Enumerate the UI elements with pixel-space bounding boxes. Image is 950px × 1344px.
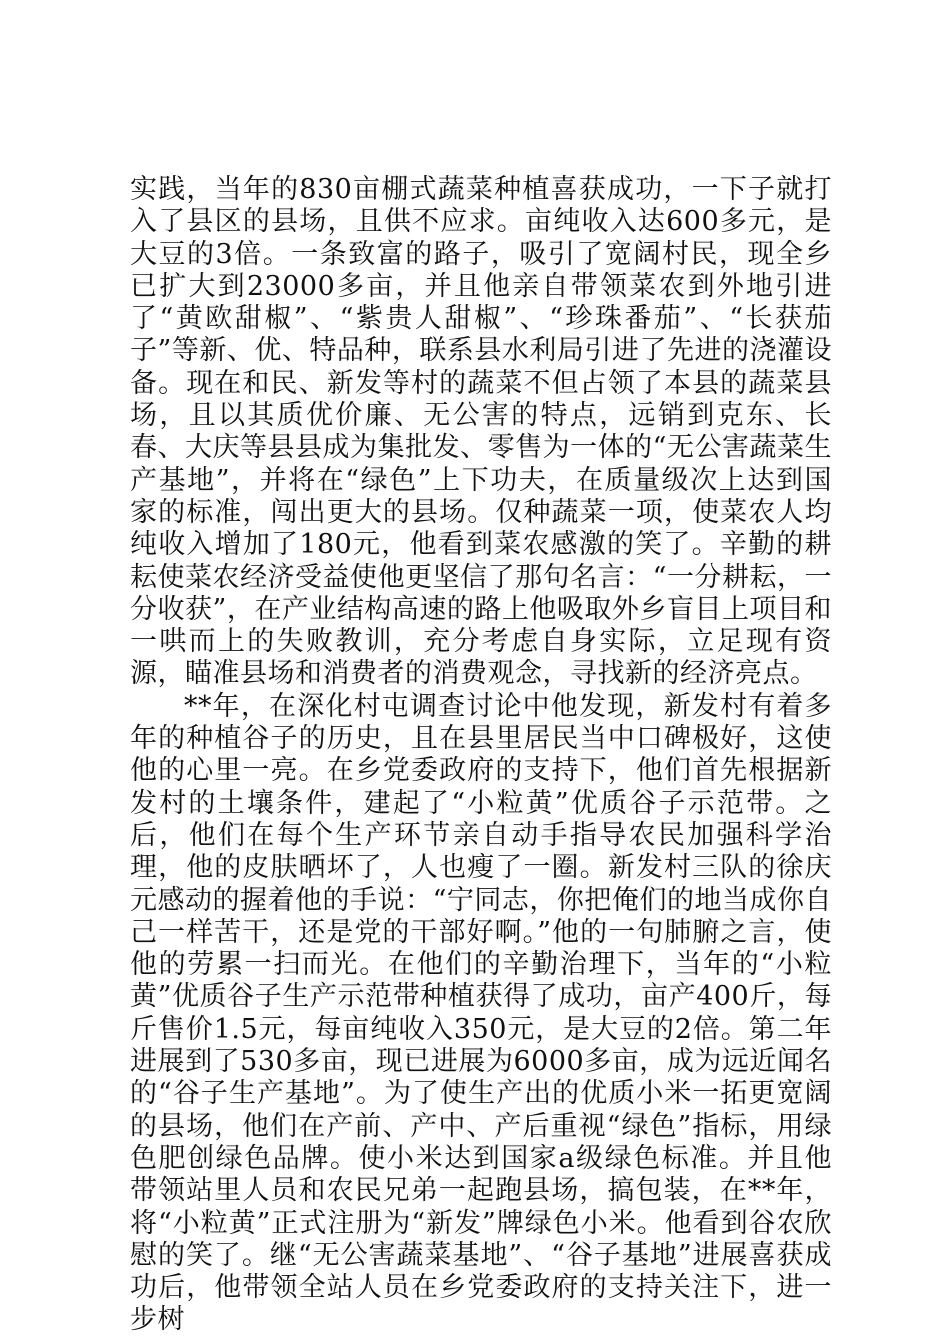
paragraph-millet-base: **年，在深化村屯调查讨论中他发现，新发村有着多年的种植谷子的历史，且在县里居民当中口碑极好，这使他的心里一亮。在乡党委政府的支持下，他们首先根据新发村的土壤条件，建起了“小粒黄”优质谷子示范带。之后，他们在每个生产环节亲自动手指导农民加强科学治理，他的皮肤晒坏了，人也瘦了一圈。新发村三队的徐庆元感动的握着他的手说：“宁同志，你把俺们的地当成你自己一样苦干，还是党的干部好啊。”他的一句肺腑之言，使他的劳累一扫而光。在他们的辛勤治理下，当年的“小粒黄”优质谷子生产示范带种植获得了成功，亩产400斤，每斤售价1.5元，每亩纯收入350元，是大豆的2倍。第二年进展到了530多亩，现已进展为6000多亩，成为远近闻名的“谷子生产基地”。为了使生产出的优质小米一拓更宽阔的县场，他们在产前、产中、产后重视“绿色”指标，用绿色肥创绿色品牌。使小米达到国家a级绿色标准。并且他带领站里人员和农民兄弟一起跑县场，搞包装，在**年，将“小粒黄”正式注册为“新发”牌绿色小米。他看到谷农欣慰的笑了。继“无公害蔬菜基地”、“谷子基地”进展喜获成功后，他带领全站人员在乡党委政府的支持关注下，进一步树: [130, 690, 832, 1336]
paragraph-vegetable-base: 实践，当年的830亩棚式蔬菜种植喜获成功，一下子就打入了县区的县场，且供不应求。亩纯收入达600多元，是大豆的3倍。一条致富的路子，吸引了宽阔村民，现全乡已扩大到23000多亩，并且他亲自带领菜农到外地引进了“黄欧甜椒”、“紫贵人甜椒”、“珍珠番茄”、“长获茄子”等新、优、特品种，联系县水利局引进了先进的浇灌设备。现在和民、新发等村的蔬菜不但占领了本县的蔬菜县场，且以其质优价廉、无公害的特点，远销到克东、长春、大庆等县县成为集批发、零售为一体的“无公害蔬菜生产基地”，并将在“绿色”上下功夫，在质量级次上达到国家的标准，闯出更大的县场。仅种蔬菜一项，使菜农人均纯收入增加了180元，他看到菜农感激的笑了。辛勤的耕耘使菜农经济受益使他更坚信了那句名言：“一分耕耘，一分收获”，在产业结构高速的路上他吸取外乡盲目上项目和一哄而上的失败教训，充分考虑自身实际，立足现有资源，瞄准县场和消费者的消费观念，寻找新的经济亮点。: [130, 174, 832, 690]
document-body: [130, 174, 832, 1337]
